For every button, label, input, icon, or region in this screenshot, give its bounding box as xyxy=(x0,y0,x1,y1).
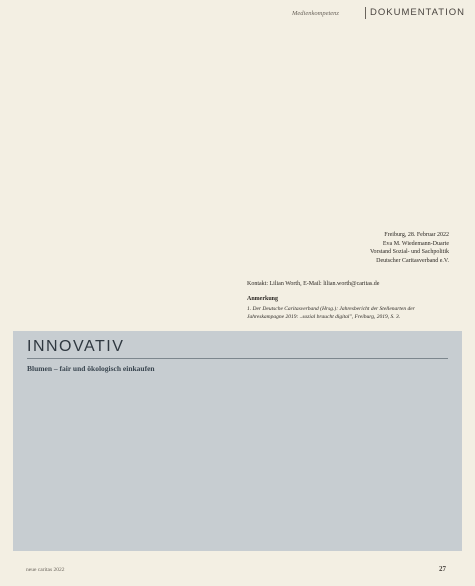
note-text: 1. Der Deutsche Caritasverband (Hrsg.): Jahresbericht der Stellenarten der Jahreskampagne 2019: ..sozial braucht digital", Freiburg, 2019, S. 3. xyxy=(247,306,415,320)
header-divider xyxy=(365,7,366,19)
page-header xyxy=(0,0,475,26)
signature-line: Freiburg, 28. Februar 2022 xyxy=(384,232,449,238)
contact-line: Kontakt: Lilian Worth, E-Mail: lilian.worth@caritas.de xyxy=(247,281,380,287)
signature-line: Eva M. Wiedemann-Duarte xyxy=(382,240,449,247)
category-label: DOKUMENTATION xyxy=(370,7,465,18)
section-label: Medienkompetenz xyxy=(292,10,339,17)
page-number: 27 xyxy=(439,565,446,573)
innovativ-subtitle: Blumen – fair und ökologisch einkaufen xyxy=(27,364,155,373)
innovativ-title: INNOVATIV xyxy=(27,338,125,355)
note-title: Anmerkung xyxy=(247,296,279,302)
signature-line: Deutscher Caritasverband e.V. xyxy=(376,257,449,264)
signature-block xyxy=(247,231,449,265)
footer-issue: neue caritas 2022 xyxy=(26,567,65,573)
innovativ-divider xyxy=(27,358,448,359)
signature-line: Vorstand Sozial- und Sachpolitik xyxy=(369,249,449,256)
